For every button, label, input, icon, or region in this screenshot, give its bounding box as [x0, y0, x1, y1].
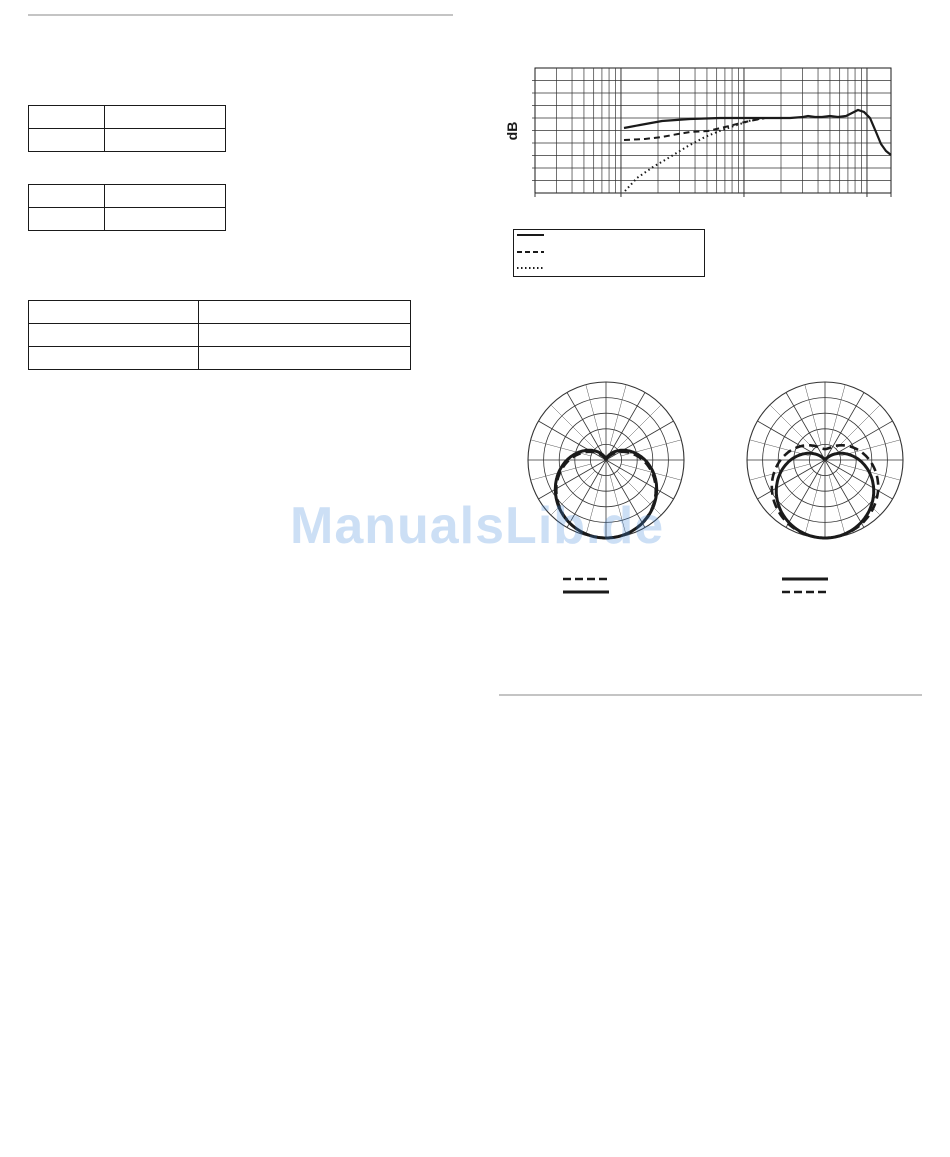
polar-spoke-minor — [586, 385, 602, 445]
polar-spoke — [825, 392, 864, 460]
polar-spoke — [825, 460, 864, 528]
polar-spoke — [606, 460, 674, 499]
frequency-response-grid — [532, 68, 891, 197]
y-axis-label: dB — [504, 121, 520, 141]
polar-spoke-minor — [531, 440, 591, 456]
polar-spoke-minor — [836, 405, 880, 449]
watermark: ManualsLib.de — [290, 497, 665, 555]
polar-right-legend — [782, 579, 828, 592]
polar-spoke-minor — [770, 405, 814, 449]
polar-spoke — [825, 460, 893, 499]
polar-spoke-minor — [805, 385, 821, 445]
polar-spoke — [786, 392, 825, 460]
polar-spoke-minor — [805, 475, 821, 535]
polar-left-legend — [563, 579, 609, 592]
polar-spoke — [757, 460, 825, 499]
polar-pattern-right — [747, 382, 903, 538]
polar-spoke-minor — [621, 440, 681, 456]
polar-spoke-minor — [551, 405, 595, 449]
polar-spoke-minor — [829, 475, 845, 535]
polar-spoke — [786, 460, 825, 528]
polar-spoke-minor — [617, 405, 661, 449]
frequency-response-curves — [624, 110, 891, 191]
polar-spoke-minor — [610, 385, 626, 445]
polar-spoke — [538, 460, 606, 499]
series-dotted — [625, 118, 766, 191]
polar-spoke-minor — [829, 385, 845, 445]
series-solid — [624, 110, 891, 155]
frequency-legend — [514, 230, 705, 277]
